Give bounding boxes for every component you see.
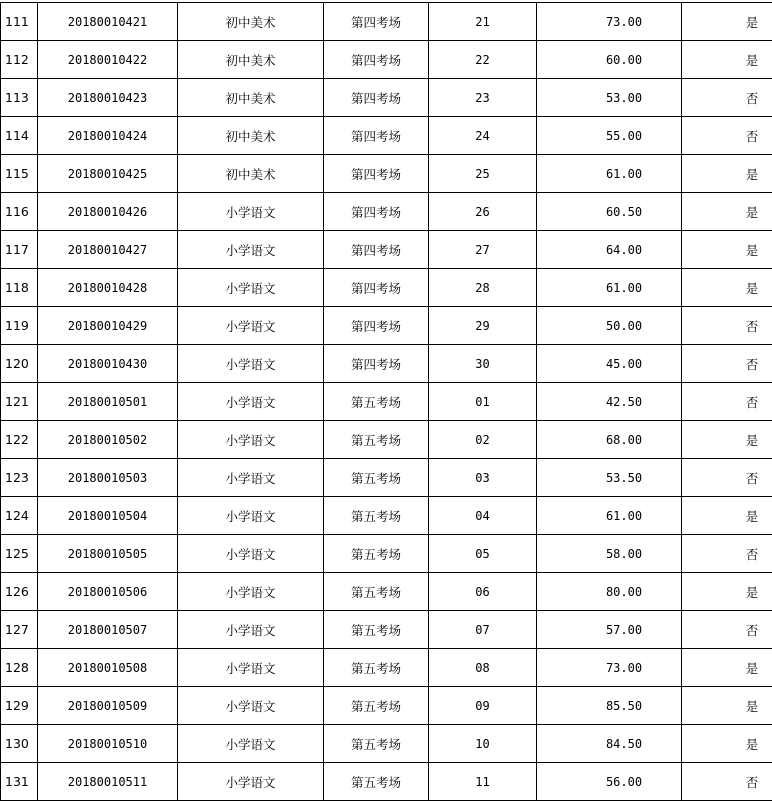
table-row [1, 497, 772, 535]
qualified-cell: 否 [682, 459, 772, 497]
row-number-cell: 126 [1, 573, 38, 611]
qualified-cell: 是 [682, 41, 772, 79]
score-cell: 58.00 [537, 535, 682, 573]
seat-number-cell: 09 [429, 687, 537, 725]
seat-number-cell: 25 [429, 155, 537, 193]
score-cell: 55.00 [537, 117, 682, 155]
subject-cell: 小学语文 [178, 725, 324, 763]
score-cell: 84.50 [537, 725, 682, 763]
qualified-cell: 是 [682, 725, 772, 763]
qualified-cell: 否 [682, 79, 772, 117]
exam-room-cell: 第四考场 [324, 41, 429, 79]
exam-id-cell: 20180010430 [38, 345, 178, 383]
qualified-cell: 是 [682, 269, 772, 307]
qualified-cell: 是 [682, 649, 772, 687]
exam-id-cell: 20180010501 [38, 383, 178, 421]
exam-room-cell: 第五考场 [324, 725, 429, 763]
exam-room-cell: 第四考场 [324, 3, 429, 41]
score-cell: 60.00 [537, 41, 682, 79]
score-cell: 42.50 [537, 383, 682, 421]
table-row [1, 269, 772, 307]
score-cell: 73.00 [537, 3, 682, 41]
row-number-cell: 113 [1, 79, 38, 117]
exam-room-cell: 第四考场 [324, 307, 429, 345]
seat-number-cell: 07 [429, 611, 537, 649]
score-cell: 53.00 [537, 79, 682, 117]
score-cell: 61.00 [537, 155, 682, 193]
score-cell: 45.00 [537, 345, 682, 383]
exam-room-cell: 第五考场 [324, 687, 429, 725]
qualified-cell: 是 [682, 421, 772, 459]
exam-room-cell: 第五考场 [324, 535, 429, 573]
exam-id-cell: 20180010503 [38, 459, 178, 497]
qualified-cell: 是 [682, 687, 772, 725]
seat-number-cell: 28 [429, 269, 537, 307]
row-number-cell: 123 [1, 459, 38, 497]
seat-number-cell: 27 [429, 231, 537, 269]
exam-room-cell: 第四考场 [324, 231, 429, 269]
subject-cell: 初中美术 [178, 117, 324, 155]
exam-room-cell: 第五考场 [324, 763, 429, 801]
subject-cell: 小学语文 [178, 269, 324, 307]
seat-number-cell: 01 [429, 383, 537, 421]
exam-id-cell: 20180010511 [38, 763, 178, 801]
row-number-cell: 114 [1, 117, 38, 155]
score-cell: 56.00 [537, 763, 682, 801]
qualified-cell: 是 [682, 573, 772, 611]
seat-number-cell: 02 [429, 421, 537, 459]
score-cell: 85.50 [537, 687, 682, 725]
score-cell: 60.50 [537, 193, 682, 231]
qualified-cell: 是 [682, 155, 772, 193]
exam-room-cell: 第五考场 [324, 649, 429, 687]
seat-number-cell: 08 [429, 649, 537, 687]
row-number-cell: 117 [1, 231, 38, 269]
row-number-cell: 124 [1, 497, 38, 535]
exam-id-cell: 20180010425 [38, 155, 178, 193]
exam-room-cell: 第四考场 [324, 269, 429, 307]
table-row [1, 421, 772, 459]
subject-cell: 初中美术 [178, 155, 324, 193]
exam-room-cell: 第四考场 [324, 345, 429, 383]
seat-number-cell: 03 [429, 459, 537, 497]
exam-room-cell: 第五考场 [324, 573, 429, 611]
seat-number-cell: 23 [429, 79, 537, 117]
row-number-cell: 131 [1, 763, 38, 801]
table-row [1, 231, 772, 269]
exam-id-cell: 20180010502 [38, 421, 178, 459]
score-cell: 64.00 [537, 231, 682, 269]
row-number-cell: 118 [1, 269, 38, 307]
table-row [1, 3, 772, 41]
subject-cell: 小学语文 [178, 573, 324, 611]
exam-room-cell: 第四考场 [324, 79, 429, 117]
row-number-cell: 112 [1, 41, 38, 79]
table-row [1, 79, 772, 117]
score-table-body [1, 3, 772, 801]
qualified-cell: 是 [682, 3, 772, 41]
qualified-cell: 否 [682, 117, 772, 155]
table-row [1, 649, 772, 687]
table-row [1, 535, 772, 573]
exam-id-cell: 20180010421 [38, 3, 178, 41]
qualified-cell: 否 [682, 535, 772, 573]
table-row [1, 459, 772, 497]
exam-id-cell: 20180010506 [38, 573, 178, 611]
qualified-cell: 否 [682, 383, 772, 421]
table-row [1, 345, 772, 383]
table-row [1, 155, 772, 193]
subject-cell: 小学语文 [178, 383, 324, 421]
subject-cell: 小学语文 [178, 687, 324, 725]
table-row [1, 573, 772, 611]
subject-cell: 小学语文 [178, 649, 324, 687]
seat-number-cell: 04 [429, 497, 537, 535]
row-number-cell: 111 [1, 3, 38, 41]
subject-cell: 小学语文 [178, 459, 324, 497]
table-row [1, 383, 772, 421]
row-number-cell: 121 [1, 383, 38, 421]
score-cell: 61.00 [537, 497, 682, 535]
row-number-cell: 115 [1, 155, 38, 193]
exam-id-cell: 20180010427 [38, 231, 178, 269]
score-cell: 73.00 [537, 649, 682, 687]
table-row [1, 307, 772, 345]
subject-cell: 小学语文 [178, 497, 324, 535]
exam-id-cell: 20180010509 [38, 687, 178, 725]
exam-room-cell: 第四考场 [324, 193, 429, 231]
subject-cell: 小学语文 [178, 535, 324, 573]
score-cell: 53.50 [537, 459, 682, 497]
exam-room-cell: 第五考场 [324, 459, 429, 497]
qualified-cell: 否 [682, 611, 772, 649]
exam-id-cell: 20180010423 [38, 79, 178, 117]
table-row [1, 41, 772, 79]
exam-id-cell: 20180010508 [38, 649, 178, 687]
score-cell: 80.00 [537, 573, 682, 611]
qualified-cell: 否 [682, 307, 772, 345]
exam-room-cell: 第五考场 [324, 497, 429, 535]
subject-cell: 小学语文 [178, 231, 324, 269]
row-number-cell: 116 [1, 193, 38, 231]
row-number-cell: 119 [1, 307, 38, 345]
exam-id-cell: 20180010422 [38, 41, 178, 79]
qualified-cell: 是 [682, 231, 772, 269]
exam-id-cell: 20180010510 [38, 725, 178, 763]
qualified-cell: 是 [682, 497, 772, 535]
table-row [1, 117, 772, 155]
seat-number-cell: 06 [429, 573, 537, 611]
exam-room-cell: 第五考场 [324, 421, 429, 459]
table-row [1, 193, 772, 231]
qualified-cell: 否 [682, 345, 772, 383]
subject-cell: 初中美术 [178, 3, 324, 41]
exam-id-cell: 20180010505 [38, 535, 178, 573]
exam-id-cell: 20180010428 [38, 269, 178, 307]
seat-number-cell: 22 [429, 41, 537, 79]
exam-id-cell: 20180010429 [38, 307, 178, 345]
score-cell: 68.00 [537, 421, 682, 459]
row-number-cell: 125 [1, 535, 38, 573]
exam-id-cell: 20180010426 [38, 193, 178, 231]
subject-cell: 小学语文 [178, 611, 324, 649]
subject-cell: 小学语文 [178, 307, 324, 345]
row-number-cell: 120 [1, 345, 38, 383]
exam-room-cell: 第四考场 [324, 117, 429, 155]
score-cell: 57.00 [537, 611, 682, 649]
score-cell: 61.00 [537, 269, 682, 307]
subject-cell: 小学语文 [178, 193, 324, 231]
qualified-cell: 否 [682, 763, 772, 801]
seat-number-cell: 26 [429, 193, 537, 231]
row-number-cell: 122 [1, 421, 38, 459]
table-row [1, 687, 772, 725]
seat-number-cell: 11 [429, 763, 537, 801]
subject-cell: 初中美术 [178, 79, 324, 117]
row-number-cell: 130 [1, 725, 38, 763]
exam-room-cell: 第五考场 [324, 611, 429, 649]
score-table [0, 2, 772, 801]
exam-room-cell: 第四考场 [324, 155, 429, 193]
exam-id-cell: 20180010424 [38, 117, 178, 155]
row-number-cell: 127 [1, 611, 38, 649]
row-number-cell: 128 [1, 649, 38, 687]
subject-cell: 小学语文 [178, 345, 324, 383]
subject-cell: 小学语文 [178, 763, 324, 801]
subject-cell: 小学语文 [178, 421, 324, 459]
seat-number-cell: 29 [429, 307, 537, 345]
row-number-cell: 129 [1, 687, 38, 725]
exam-room-cell: 第五考场 [324, 383, 429, 421]
seat-number-cell: 05 [429, 535, 537, 573]
seat-number-cell: 24 [429, 117, 537, 155]
exam-id-cell: 20180010507 [38, 611, 178, 649]
qualified-cell: 是 [682, 193, 772, 231]
table-row [1, 725, 772, 763]
seat-number-cell: 10 [429, 725, 537, 763]
score-cell: 50.00 [537, 307, 682, 345]
table-row [1, 763, 772, 801]
seat-number-cell: 30 [429, 345, 537, 383]
table-row [1, 611, 772, 649]
exam-id-cell: 20180010504 [38, 497, 178, 535]
subject-cell: 初中美术 [178, 41, 324, 79]
seat-number-cell: 21 [429, 3, 537, 41]
